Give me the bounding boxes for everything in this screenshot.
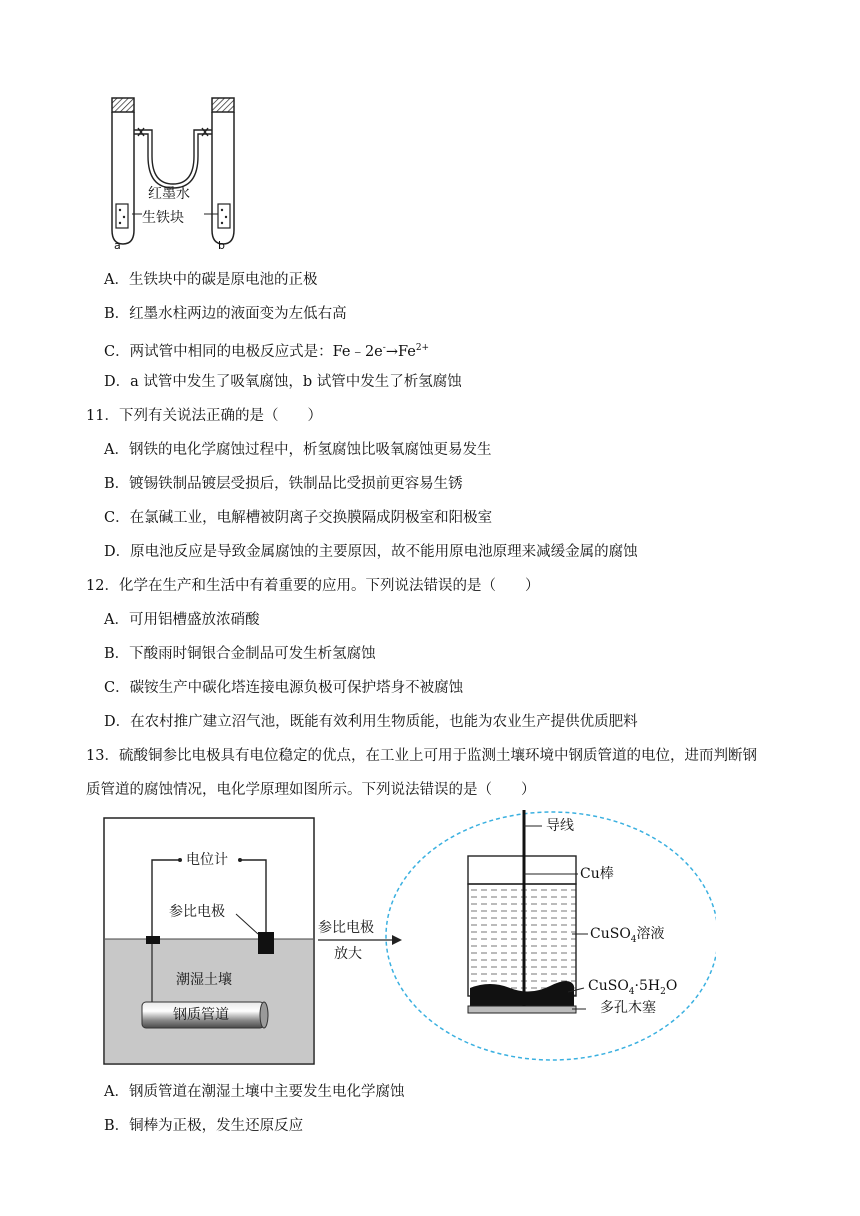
option-letter: D． bbox=[104, 544, 131, 560]
q11-option-d bbox=[104, 542, 638, 562]
option-text: 红墨水柱两边的液面变为左低右高 bbox=[129, 306, 347, 322]
label-steel-pipe: 钢质管道 bbox=[173, 1007, 229, 1023]
option-text: a 试管中发生了吸氧腐蚀，b 试管中发生了析氢腐蚀 bbox=[130, 374, 462, 390]
label-cu-rod: Cu棒 bbox=[580, 866, 614, 882]
q10-option-a bbox=[104, 270, 317, 290]
subscript: 4 bbox=[630, 934, 637, 945]
option-text: 原电池反应是导致金属腐蚀的主要原因，故不能用原电池原理来减缓金属的腐蚀 bbox=[130, 544, 638, 560]
q12-option-c bbox=[104, 678, 463, 698]
formula: 溶液 bbox=[636, 926, 665, 942]
label-cuso4-solution bbox=[590, 924, 665, 950]
option-letter: B． bbox=[104, 306, 130, 322]
formula: ·5H bbox=[634, 978, 661, 994]
option-text: 铜棒为正极，发生还原反应 bbox=[129, 1118, 304, 1134]
q12-option-b bbox=[104, 644, 376, 664]
option-text: 镀锡铁制品镀层受损后，铁制品比受损前更容易生锈 bbox=[129, 476, 463, 492]
option-letter: A． bbox=[104, 612, 129, 628]
option-text: 生铁块中的碳是原电池的正极 bbox=[128, 272, 318, 288]
subscript: 2 bbox=[660, 986, 666, 997]
q13-option-b bbox=[104, 1116, 303, 1136]
option-text: 在农村推广建立沼气池，既能有效利用生物质能，也能为农业生产提供优质肥料 bbox=[130, 714, 638, 730]
formula: CuSO bbox=[588, 978, 629, 994]
q11-option-c bbox=[104, 508, 492, 528]
q13-stem-line2: 质管道的腐蚀情况，电化学原理如图所示。下列说法错误的是（ ） bbox=[86, 782, 536, 798]
q12-option-d bbox=[104, 712, 638, 732]
label-wire: 导线 bbox=[546, 818, 574, 834]
label-arrow-top: 参比电极 bbox=[318, 920, 374, 936]
option-letter: D． bbox=[104, 374, 131, 390]
q10-option-d bbox=[104, 372, 462, 392]
label-moist-soil: 潮湿土壤 bbox=[176, 972, 232, 988]
q13-option-a bbox=[104, 1082, 404, 1102]
label-pig-iron: 生铁块 bbox=[142, 210, 184, 226]
option-letter: C． bbox=[104, 680, 130, 696]
option-letter: C． bbox=[104, 343, 130, 360]
option-text: →Fe bbox=[385, 343, 416, 360]
option-text: 在氯碱工业，电解槽被阴离子交换膜隔成阴极室和阳极室 bbox=[129, 510, 493, 526]
option-letter: B． bbox=[104, 646, 130, 662]
option-text: 钢铁的电化学腐蚀过程中，析氢腐蚀比吸氧腐蚀更易发生 bbox=[128, 442, 492, 458]
option-letter: A． bbox=[104, 1084, 129, 1100]
option-letter: C． bbox=[104, 510, 130, 526]
q12-option-a bbox=[104, 610, 259, 630]
q11-option-a bbox=[104, 440, 491, 460]
label-tube-b: b bbox=[218, 239, 225, 252]
option-text: 碳铵生产中碳化塔连接电源负极可保护塔身不被腐蚀 bbox=[129, 680, 464, 696]
label-arrow-bottom: 放大 bbox=[334, 946, 362, 962]
option-letter: A． bbox=[104, 442, 129, 458]
option-text: 两试管中相同的电极反应式是：Fe﹣2e bbox=[129, 343, 383, 360]
option-text: 钢质管道在潮湿土壤中主要发生电化学腐蚀 bbox=[128, 1084, 405, 1100]
label-red-ink: 红墨水 bbox=[148, 186, 190, 202]
superscript: 2+ bbox=[415, 343, 430, 353]
option-letter: B． bbox=[104, 476, 130, 492]
q10-option-c bbox=[104, 338, 429, 362]
label-porous-plug: 多孔木塞 bbox=[600, 1000, 656, 1016]
option-letter: B． bbox=[104, 1118, 130, 1134]
q13-stem-line1: 13．硫酸铜参比电极具有电位稳定的优点，在工业上可用于监测土壤环境中钢质管道的电位，进而判断钢 bbox=[86, 748, 757, 764]
q11-option-b bbox=[104, 474, 463, 494]
superscript: - bbox=[382, 343, 386, 353]
label-potentiometer: 电位计 bbox=[186, 852, 228, 868]
label-tube-a: a bbox=[114, 239, 121, 252]
q10-option-b bbox=[104, 304, 347, 324]
option-letter: D． bbox=[104, 714, 131, 730]
label-reference-electrode: 参比电极 bbox=[169, 904, 225, 920]
formula: O bbox=[665, 978, 678, 994]
option-letter: A． bbox=[104, 272, 129, 288]
q12-stem: 12．化学在生产和生活中有着重要的应用。下列说法错误的是（ ） bbox=[86, 578, 540, 594]
u-tube-figure bbox=[100, 92, 250, 254]
subscript: 4 bbox=[628, 986, 635, 997]
option-text: 可用铝槽盛放浓硝酸 bbox=[128, 612, 260, 628]
option-text: 下酸雨时铜银合金制品可发生析氢腐蚀 bbox=[129, 646, 376, 662]
formula: CuSO bbox=[590, 926, 631, 942]
q11-stem: 11．下列有关说法正确的是（ ） bbox=[86, 408, 322, 424]
